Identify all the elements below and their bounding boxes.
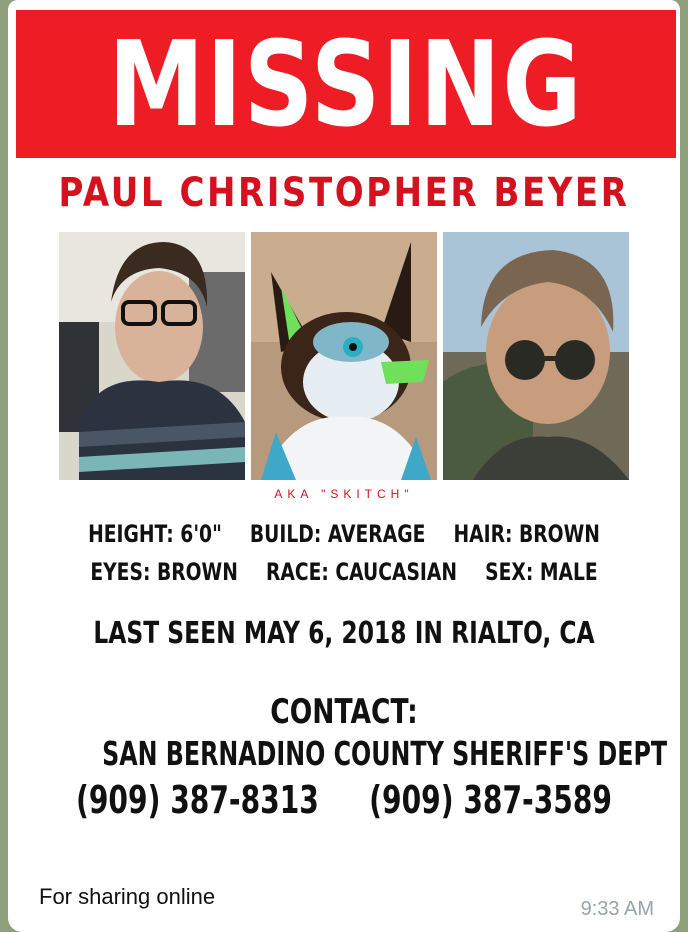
message-caption: For sharing online [39, 884, 216, 909]
phone-numbers [76, 778, 612, 822]
message-timestamp: 9:33 AM [580, 898, 654, 920]
race-stat: RACE: CAUCASIAN [265, 558, 458, 586]
eyes-stat: EYES: BROWN [90, 558, 238, 586]
message-bubble [8, 0, 680, 932]
person-name: PAUL CHRISTOPHER BEYER [58, 170, 630, 216]
missing-poster-image[interactable] [8, 0, 680, 862]
build-stat: BUILD: AVERAGE [249, 520, 426, 548]
sex-stat: SEX: MALE [485, 558, 598, 586]
height-stat: HEIGHT: 6'0" [88, 520, 222, 548]
aka-nickname: AKA "SKITCH" [274, 487, 414, 501]
photo-man-glasses [59, 232, 245, 480]
phone-number-2: (909) 387-3589 [369, 778, 612, 822]
banner-text: MISSING [108, 15, 584, 153]
missing-banner [16, 10, 676, 158]
contact-heading: CONTACT: [270, 692, 418, 732]
stats-row-1 [82, 520, 606, 548]
last-seen-text: LAST SEEN MAY 6, 2018 IN RIALTO, CA [93, 616, 595, 651]
stats-row-2 [82, 558, 606, 586]
phone-number-1: (909) 387-8313 [76, 778, 319, 822]
agency-name: SAN BERNADINO COUNTY SHERIFF'S DEPT [102, 734, 668, 773]
photo-man-sunglasses [443, 232, 629, 480]
hair-stat: HAIR: BROWN [453, 520, 600, 548]
photo-fursuit [251, 232, 437, 480]
